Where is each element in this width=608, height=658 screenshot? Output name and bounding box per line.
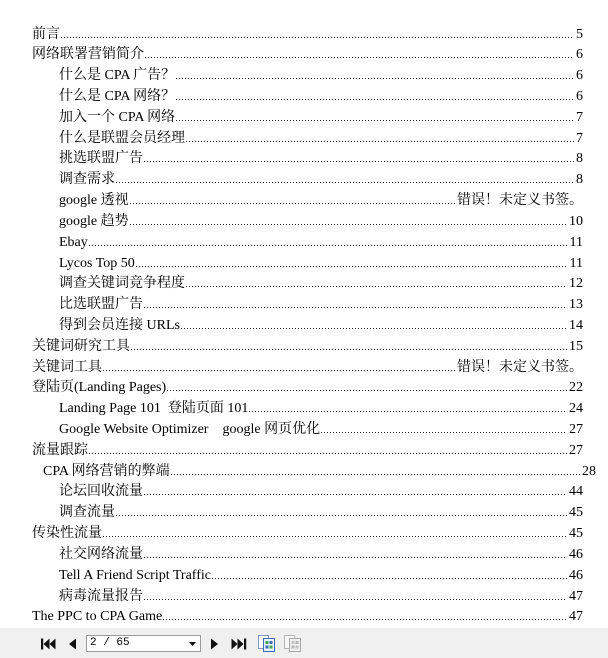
toc-entry-page: 7 [576,130,583,146]
toc-entry-title: 挑选联盟广告 [59,151,143,167]
toc-entry-page: 44 [569,484,583,500]
toc-entry[interactable] [0,462,608,483]
toc-entry[interactable] [0,170,608,191]
viewer-toolbar [0,628,608,658]
toc-leader-dots [103,370,455,371]
toc-entry-title: 社交网络流量 [59,546,143,562]
toc-entry[interactable] [0,66,608,87]
next-page-icon [209,636,221,652]
toc-entry-title: google 趋势 [59,213,129,229]
toc-entry[interactable] [0,25,608,46]
toc-entry[interactable] [0,87,608,108]
toc-entry-page: 28 [582,463,596,479]
first-page-button[interactable] [40,636,56,652]
toc-entry[interactable] [0,524,608,545]
toc-entry[interactable] [0,45,608,66]
toc-entry-page: 22 [569,380,583,396]
toc-entry-page: 47 [569,588,583,604]
toc-entry-page: 46 [569,567,583,583]
toc-entry-page: 5 [576,26,583,42]
toc-entry[interactable] [0,254,608,275]
toc-leader-dots [181,328,567,329]
toc-entry-title: 流量跟踪 [32,442,88,458]
toc-entry-page: 15 [569,338,583,354]
toc-entry-title: Ebay [59,234,88,250]
toc-entry-title: 调查流量 [59,505,115,521]
toc-entry[interactable] [0,129,608,150]
toc-leader-dots [176,99,574,100]
toc-entry-page: 45 [569,505,583,521]
toc-entry[interactable] [0,441,608,462]
toc-entry-title: 调查需求 [59,172,115,188]
toc-leader-dots [130,203,455,204]
toc-entry-page: 7 [576,109,583,125]
toc-leader-dots [176,120,574,121]
toc-entry-title: 得到会员连接 URLs [59,317,180,333]
toc-entry-title: 什么是 CPA 广告？ [59,68,176,84]
toc-entry-title: Tell A Friend Script Traffic [59,567,211,583]
toc-entry-title: CPA 网络营销的弊端 [43,463,170,479]
next-page-button[interactable] [209,636,221,652]
toc-entry[interactable] [0,399,608,420]
page-number-select[interactable] [86,635,201,652]
toc-leader-dots [61,37,574,38]
toc-entry-page: 10 [569,213,583,229]
toc-entry[interactable] [0,295,608,316]
toc-entry-page: 47 [569,609,583,625]
toc-entry[interactable] [0,337,608,358]
toc-entry-page: 27 [569,422,583,438]
toc-entry-title: 病毒流量报告 [59,588,143,604]
toc-entry[interactable] [0,316,608,337]
toc-leader-dots [167,390,567,391]
toc-entry-page: 46 [569,546,583,562]
toc-entry[interactable] [0,545,608,566]
toc-leader-dots [144,557,567,558]
toc-entry-title: Landing Page 101 登陆页面 101 [59,401,249,417]
toc-leader-dots [144,494,567,495]
toc-entry[interactable] [0,212,608,233]
toc-entry-title: 关键词研究工具 [32,338,130,354]
toc-entry-page: 8 [576,172,583,188]
toc-entry[interactable] [0,149,608,170]
toc-leader-dots [130,224,567,225]
toc-entry-page: 错误！未定义书签。 [457,359,583,375]
previous-page-icon [66,636,78,652]
toc-entry-title: 调查关键词竞争程度 [59,276,185,292]
toc-leader-dots [136,266,568,267]
toc-entry-page: 13 [569,297,583,313]
toc-leader-dots [116,182,574,183]
toc-leader-dots [321,432,567,433]
toc-entry-title: 什么是 CPA 网络？ [59,89,176,105]
toc-entry[interactable] [0,108,608,129]
page-number-value: 2 / 65 [90,637,130,649]
toc-entry[interactable] [0,587,608,608]
toc-entry-title: 什么是联盟会员经理 [59,130,185,146]
toc-entry-page: 27 [569,442,583,458]
toc-leader-dots [186,141,574,142]
toc-leader-dots [144,161,574,162]
toc-leader-dots [186,286,567,287]
first-page-icon [40,636,56,652]
toc-leader-dots [212,578,567,579]
toc-leader-dots [116,515,567,516]
toc-entry-page: 6 [576,68,583,84]
toc-leader-dots [145,57,574,58]
toc-entry-title: 前言 [32,26,60,42]
toc-entry-page: 45 [569,526,583,542]
toc-entry-title: 登陆页(Landing Pages) [32,380,167,396]
toc-entry-title: Lycos Top 50 [59,255,135,271]
toc-entry[interactable] [0,191,608,212]
toc-entry-title: 网络联署营销简介 [32,47,144,63]
toc-entry-title: Google Website Optimizer google 网页优化 [59,422,321,438]
toc-entry[interactable] [0,503,608,524]
toc-entry-page: 14 [569,317,583,333]
toc-entry[interactable] [0,358,608,379]
toc-leader-dots [249,411,567,412]
toc-entry-title: google 透视 [59,193,129,209]
page-view-disabled-button[interactable] [283,634,302,653]
toc-leader-dots [131,349,567,350]
toc-entry-page: 24 [569,401,583,417]
toc-entry-page: 错误！未定义书签。 [457,193,583,209]
toc-entry-page: 11 [569,255,583,271]
toc-entry-title: 比选联盟广告 [59,297,143,313]
toc-entry[interactable] [0,233,608,254]
page-view-button[interactable] [257,634,276,653]
last-page-icon [231,636,248,652]
toc-entry-title: 论坛回收流量 [59,484,143,500]
toc-entry-title: 加入一个 CPA 网络 [59,109,176,125]
toc-entry[interactable] [0,482,608,503]
toc-leader-dots [163,619,567,620]
toc-entry[interactable] [0,566,608,587]
toc-entry-page: 11 [569,234,583,250]
toc-entry[interactable] [0,378,608,399]
toc-entry-title: 关键词工具 [32,359,102,375]
toc-entry-page: 12 [569,276,583,292]
toc-entry-page: 6 [576,89,583,105]
previous-page-button[interactable] [66,636,78,652]
page-view-disabled-icon [283,634,302,653]
dropdown-arrow-icon [189,642,196,646]
table-of-contents [0,25,608,629]
toc-entry[interactable] [0,420,608,441]
toc-leader-dots [144,307,567,308]
toc-leader-dots [89,245,568,246]
toc-entry[interactable] [0,274,608,295]
page-view-icon [257,634,276,653]
toc-leader-dots [144,599,567,600]
toc-entry-title: 传染性流量 [32,526,102,542]
toc-leader-dots [176,78,574,79]
toc-leader-dots [171,474,580,475]
toc-entry-page: 8 [576,151,583,167]
last-page-button[interactable] [231,636,248,652]
toc-entry-page: 6 [576,47,583,63]
toc-entry-title: The PPC to CPA Game [32,609,163,625]
toc-leader-dots [89,453,567,454]
toc-leader-dots [103,536,567,537]
toc-entry[interactable] [0,607,608,628]
